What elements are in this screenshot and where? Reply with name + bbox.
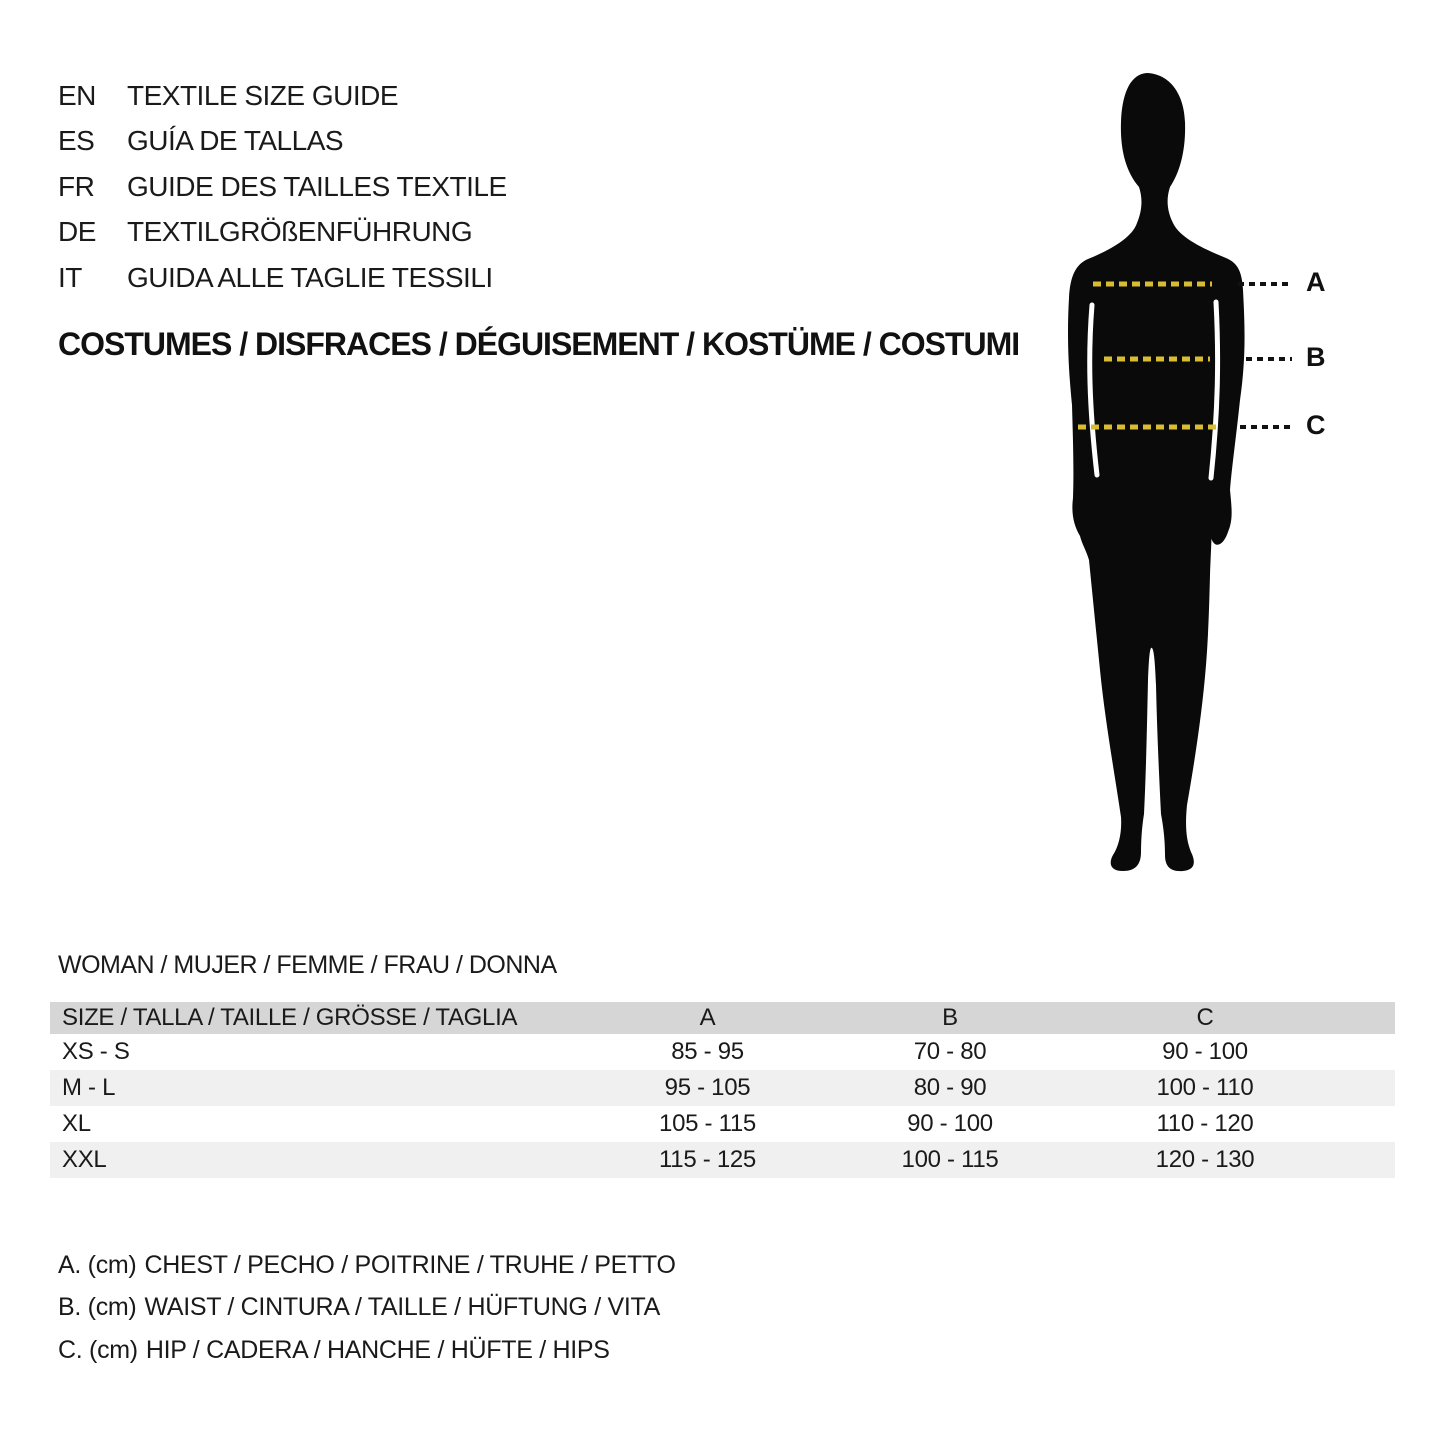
lang-label: GUIDE DES TAILLES TEXTILE <box>127 170 507 202</box>
cell-b: 80 - 90 <box>913 1074 987 1101</box>
cell-c: 120 - 130 <box>1155 1146 1255 1173</box>
table-row-xl <box>50 1106 1395 1142</box>
cell-spacer <box>1335 1106 1395 1142</box>
legend-prefix: A. (cm) <box>58 1250 137 1279</box>
cell-size: XL <box>62 1110 91 1137</box>
lang-label: GUÍA DE TALLAS <box>127 125 344 157</box>
header-col-c: C <box>1196 1004 1214 1031</box>
language-guide-list <box>58 73 507 301</box>
size-figure <box>1020 70 1300 890</box>
measure-label-b: B <box>1306 342 1326 372</box>
size-table <box>50 1002 1395 1178</box>
legend-row-c <box>58 1329 676 1372</box>
table-row-xs-s <box>50 1034 1395 1070</box>
legend-row-a <box>58 1244 676 1287</box>
lang-row-en <box>58 73 507 119</box>
lang-row-de <box>58 210 507 256</box>
legend-prefix: B. (cm) <box>58 1293 137 1322</box>
legend-prefix: C. (cm) <box>58 1335 138 1364</box>
lang-row-it <box>58 255 507 301</box>
cell-spacer <box>1335 1142 1395 1178</box>
lang-code: ES <box>58 125 95 157</box>
legend-text: HIP / CADERA / HANCHE / HÜFTE / HIPS <box>145 1335 610 1364</box>
legend-text: WAIST / CINTURA / TAILLE / HÜFTUNG / VITA <box>144 1293 660 1322</box>
header-spacer <box>1335 1002 1395 1034</box>
header-col-a: A <box>699 1004 716 1031</box>
cell-c: 100 - 110 <box>1156 1074 1254 1101</box>
cell-a: 95 - 105 <box>664 1074 751 1101</box>
lang-code: IT <box>58 261 82 293</box>
cell-b: 100 - 115 <box>901 1146 999 1173</box>
lang-label: GUIDA ALLE TAGLIE TESSILI <box>127 261 493 293</box>
lang-row-es <box>58 119 507 165</box>
cell-b: 70 - 80 <box>913 1038 987 1065</box>
cell-c: 90 - 100 <box>1162 1038 1248 1065</box>
cell-spacer <box>1335 1034 1395 1070</box>
table-row-xxl <box>50 1142 1395 1178</box>
woman-silhouette-svg <box>1020 70 1300 890</box>
measure-label-a: A <box>1306 267 1326 297</box>
table-row-m-l <box>50 1070 1395 1106</box>
legend-text: CHEST / PECHO / POITRINE / TRUHE / PETTO <box>144 1250 676 1279</box>
cell-a: 105 - 115 <box>659 1110 756 1137</box>
lang-label: TEXTILGRÖßENFÜHRUNG <box>127 216 473 248</box>
cell-a: 85 - 95 <box>671 1038 744 1065</box>
section-title-woman: WOMAN / MUJER / FEMME / FRAU / DONNA <box>58 951 557 979</box>
category-title: COSTUMES / DISFRACES / DÉGUISEMENT / KOSTÜME / COSTUMI <box>58 326 1020 362</box>
header-col-b: B <box>942 1004 958 1031</box>
table-header-row <box>50 1002 1395 1034</box>
cell-size: M - L <box>62 1074 116 1101</box>
cell-b: 90 - 100 <box>907 1110 993 1137</box>
measure-legend <box>58 1244 676 1372</box>
measure-label-c: C <box>1306 410 1326 440</box>
lang-code: DE <box>58 216 96 248</box>
legend-row-b <box>58 1287 676 1330</box>
lang-row-fr <box>58 164 507 210</box>
cell-size: XXL <box>62 1146 107 1173</box>
cell-c: 110 - 120 <box>1156 1110 1254 1137</box>
lang-label: TEXTILE SIZE GUIDE <box>127 79 399 111</box>
cell-size: XS - S <box>62 1038 130 1065</box>
cell-a: 115 - 125 <box>659 1146 756 1173</box>
cell-spacer <box>1335 1070 1395 1106</box>
header-size-label: SIZE / TALLA / TAILLE / GRÖSSE / TAGLIA <box>62 1004 518 1031</box>
lang-code: EN <box>58 79 96 111</box>
lang-code: FR <box>58 170 95 202</box>
